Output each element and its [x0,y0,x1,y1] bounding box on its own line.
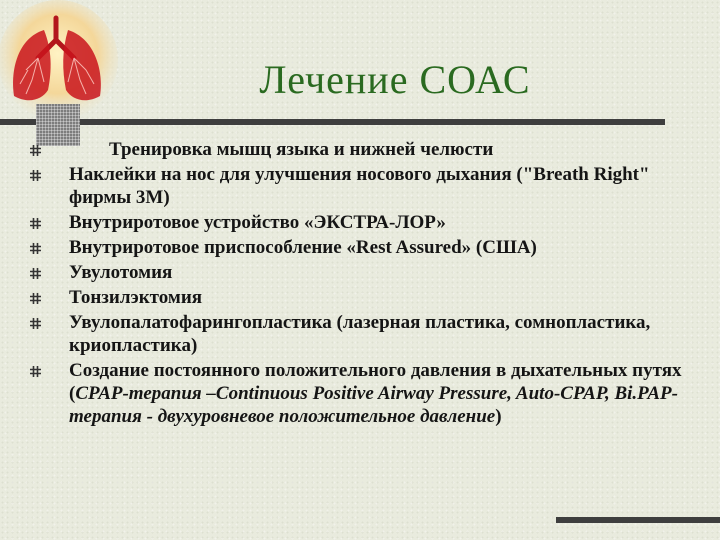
bottom-divider [556,517,720,523]
lungs-icon [0,0,120,120]
list-item [0,138,710,161]
hash-bullet-icon [30,243,41,254]
list-item [0,211,710,234]
item-text-italic: CPAP-терапия –Continuous Positive Airway Pressure, Auto-CPAP, Bi.PAP-терапия - двухуровневое положительное давление [69,383,678,427]
hash-bullet-icon [30,170,41,181]
item-text-part3: ) [495,406,502,427]
list-item [0,311,710,357]
hash-bullet-icon [30,268,41,279]
hash-bullet-icon [30,218,41,229]
item-text: Увулотомия [69,262,173,283]
hash-bullet-icon [30,293,41,304]
slide-title: Лечение СОАС [259,57,531,102]
list-item [0,359,710,428]
hash-bullet-icon [30,366,41,377]
item-text: Увулопалатофарингопластика (лазерная пластика, сомнопластика, криопластика) [69,312,651,356]
list-item [0,286,710,309]
item-text: Наклейки на нос для улучшения носового дыхания ("Breath Right" фирмы 3М) [69,164,650,208]
bullet-list [0,138,710,428]
hash-bullet-icon [30,318,41,329]
item-text: Тонзилэктомия [69,287,203,308]
item-text-part1: Создание постоянного положительного давления в дыхательных путях ( [69,360,682,404]
list-item [0,163,710,209]
item-text: Внутриротовое устройство «ЭКСТРА-ЛОР» [69,212,446,233]
list-item [0,261,710,284]
item-text: Тренировка мышц языка и нижней челюсти [109,139,494,160]
item-text: Внутриротовое приспособление «Rest Assured» (США) [69,237,537,258]
title-divider [0,119,665,125]
hash-bullet-icon [30,145,41,156]
list-item [0,236,710,259]
